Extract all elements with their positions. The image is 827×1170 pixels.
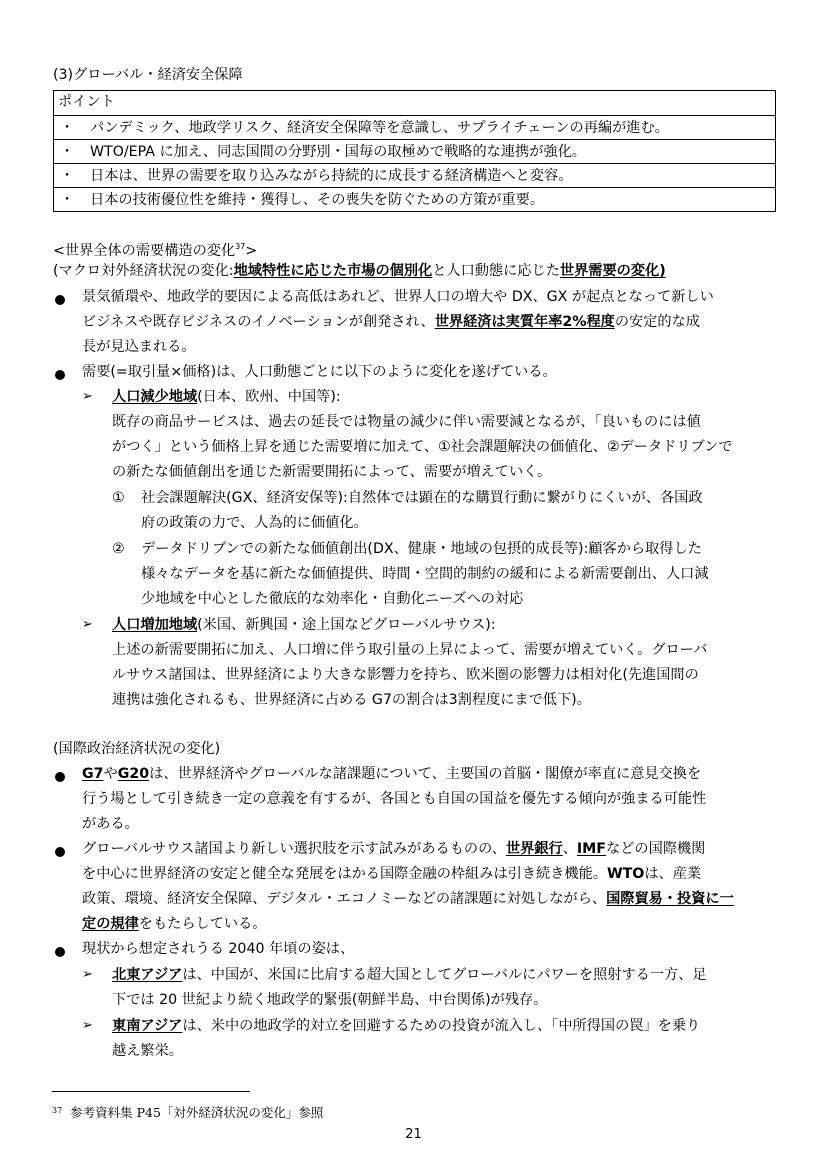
footnote-number: 37 [52, 1106, 63, 1115]
paragraph-line: 越え繁栄。 [112, 1043, 183, 1059]
text-run: や [103, 766, 118, 782]
emphasis-trade: 国際貿易・投資に一 [606, 891, 734, 907]
paragraph-line [82, 862, 701, 887]
points-box [53, 90, 776, 212]
point-item [54, 187, 775, 211]
arrow-bullet-icon: ➢ [82, 617, 93, 632]
point-item [54, 115, 775, 139]
point-text: 日本は、世界の需要を取り込みながら持続的に成長する経済構造へと変容。 [90, 168, 573, 184]
subsection-increasing [112, 613, 496, 638]
emphasis-g20: G20 [117, 766, 150, 782]
text-run: は、世界経済やグローバルな諸課題について、主要国の首脳・閣僚が率直に意見交換を [149, 766, 702, 782]
paragraph-line [112, 1014, 700, 1039]
increasing-title-rest: (米国、新興国・途上国などグローバルサウス): [197, 617, 496, 633]
paragraph-line: 現状から想定されうる 2040 年頃の姿は、 [82, 941, 355, 957]
arrow-bullet-icon: ➢ [82, 389, 93, 404]
bullet-dot [55, 370, 65, 380]
bullet-dot [55, 947, 65, 957]
demand-heading-close: > [245, 243, 258, 259]
enum-marker: ① [112, 490, 125, 506]
point-bullet: ・ [60, 120, 75, 136]
footnote [52, 1099, 323, 1126]
arrow-bullet-icon: ➢ [82, 967, 93, 982]
paragraph-line [82, 837, 705, 862]
bullet-dot [55, 295, 65, 305]
emphasis-wto: WTO [606, 866, 645, 882]
point-item [54, 163, 775, 187]
point-bullet: ・ [60, 144, 75, 160]
paragraph-line: 下では 20 世紀より続く地政学的緊張(朝鮮半島、中台関係)が残存。 [112, 992, 548, 1008]
point-text: パンデミック、地政学リスク、経済安全保障等を意識し、サプライチェーンの再編が進む。 [90, 120, 669, 136]
paragraph-line [82, 762, 701, 787]
point-text: 日本の技術優位性を維持・獲得し、その喪失を防ぐための方策が重要。 [90, 192, 545, 208]
emphasis-growth: 世界経済は実質年率2%程度 [434, 314, 615, 330]
text-run: などの国際機関 [606, 841, 706, 857]
text-run: の安定的な成 [614, 314, 700, 330]
paragraph-line: データドリブンでの新たな価値創出(DX、健康・地域の包摂的成長等):顧客から取得した [141, 541, 702, 557]
text-run: をもたらしている。 [138, 916, 267, 932]
paragraph-line [82, 310, 700, 335]
paragraph-line [82, 887, 734, 912]
text-run: は、中国が、米国に比肩する超大国としてグローバルにパワーを照射する一方、足 [182, 967, 707, 983]
paragraph-line [82, 912, 266, 937]
bullet-dot [55, 847, 65, 857]
footnote-divider [52, 1091, 250, 1092]
paragraph-line [112, 963, 707, 988]
footnote-text: 参考資料集 P45「対外経済状況の変化」参照 [70, 1105, 324, 1120]
paragraph-line: 少地域を中心とした徹底的な効率化・自動化ニーズへの対応 [141, 591, 524, 607]
bullet-dot [55, 772, 65, 782]
declining-title: 人口減少地域 [112, 389, 198, 405]
text-run: を中心に世界経済の安定と健全な発展をはかる国際金融の枠組みは引き続き機能。 [82, 866, 607, 882]
point-bullet: ・ [60, 192, 75, 208]
emphasis-imf: IMF [576, 841, 606, 857]
paragraph-line: 景気循環や、地政学的要因による高低はあれど、世界人口の増大や DX、GX が起点となって新しい [82, 289, 714, 305]
southeast-asia-title: 東南アジア [112, 1018, 183, 1034]
emphasis-trade-cont: 定の規律 [82, 916, 139, 932]
enum-marker: ② [112, 541, 125, 557]
paragraph-line: 行う場として引き続き一定の意義を有するが、各国とも自国の国益を優先する傾向が強まる可能性 [82, 791, 707, 807]
macro-emphasis-2: 世界需要の変化) [559, 263, 666, 279]
paragraph-line: 社会課題解決(GX、経済安保等):自然体では顕在的な購買行動に繋がりにくいが、各国政 [141, 490, 703, 506]
macro-prefix: (マクロ対外経済状況の変化: [53, 263, 234, 279]
paragraph-line: の新たな価値創出を通じた新需要開拓によって、需要が増えていく。 [112, 464, 552, 480]
text-run: は、産業 [644, 866, 702, 882]
paragraph-line: 府の政策の力で、人為的に価値化。 [141, 515, 368, 531]
macro-mid: と人口動態に応じた [432, 263, 560, 279]
paragraph-line: 連携は強化されるも、世界経済に占める G7の割合は3割程度にまで低下)。 [112, 692, 591, 708]
points-header: ポイント [58, 94, 115, 110]
paragraph-line: 既存の商品サービスは、過去の延長では物量の減少に伴い需要減となるが、「良いものには値 [112, 414, 701, 430]
northeast-asia-title: 北東アジア [112, 967, 183, 983]
politics-heading: (国際政治経済状況の変化) [53, 741, 221, 757]
macro-emphasis-1: 地域特性に応じた市場の個別化 [233, 263, 433, 279]
paragraph-line: がある。 [82, 816, 139, 832]
text-run: グローバルサウス諸国より新しい選択肢を示す試みがあるものの、 [82, 841, 506, 857]
paragraph-line: 上述の新需要開拓に加え、人口増に伴う取引量の上昇によって、需要が増えていく。グローバ [112, 642, 708, 658]
emphasis-g7: G7 [82, 766, 104, 782]
increasing-title: 人口増加地域 [112, 617, 198, 633]
paragraph-line: 様々なデータを基に新たな価値提供、時間・空間的制約の緩和による新需要創出、人口減 [141, 566, 709, 582]
paragraph-line: がつく」という価格上昇を通じた需要増に加えて、①社会課題解決の価値化、②データドリブンで [112, 439, 733, 455]
point-text: WTO/EPA に加え、同志国間の分野別・国毎の取極めで戦略的な連携が強化。 [90, 144, 586, 160]
paragraph-line: 長が見込まれる。 [82, 339, 196, 355]
demand-heading-text: <世界全体の需要構造の変化 [53, 243, 236, 259]
emphasis-worldbank: 世界銀行 [505, 841, 563, 857]
point-item [54, 139, 775, 163]
page-number: 21 [405, 1127, 422, 1142]
point-bullet: ・ [60, 168, 75, 184]
macro-subheading [53, 259, 666, 284]
text-run: ビジネスや既存ビジネスのイノベーションが創発され、 [82, 314, 435, 330]
paragraph-line: 需要(=取引量×価格)は、人口動態ごとに以下のように変化を遂げている。 [82, 364, 557, 380]
section-title: (3)グローバル・経済安全保障 [53, 67, 243, 83]
text-run: 政策、環境、経済安全保障、デジタル・エコノミーなどの諸課題に対処しながら、 [82, 891, 607, 907]
footnote-ref[interactable]: 37 [235, 242, 246, 251]
arrow-bullet-icon: ➢ [82, 1018, 93, 1033]
declining-title-rest: (日本、欧州、中国等): [197, 389, 341, 405]
text-run: は、米中の地政学的対立を回避するための投資が流入し、「中所得国の罠」を乗り [182, 1018, 701, 1034]
text-run: 、 [562, 841, 577, 857]
paragraph-line: ルサウス諸国は、世界経済により大きな影響力を持ち、欧米圏の影響力は相対化(先進国間の [112, 667, 699, 683]
subsection-declining [112, 385, 341, 410]
